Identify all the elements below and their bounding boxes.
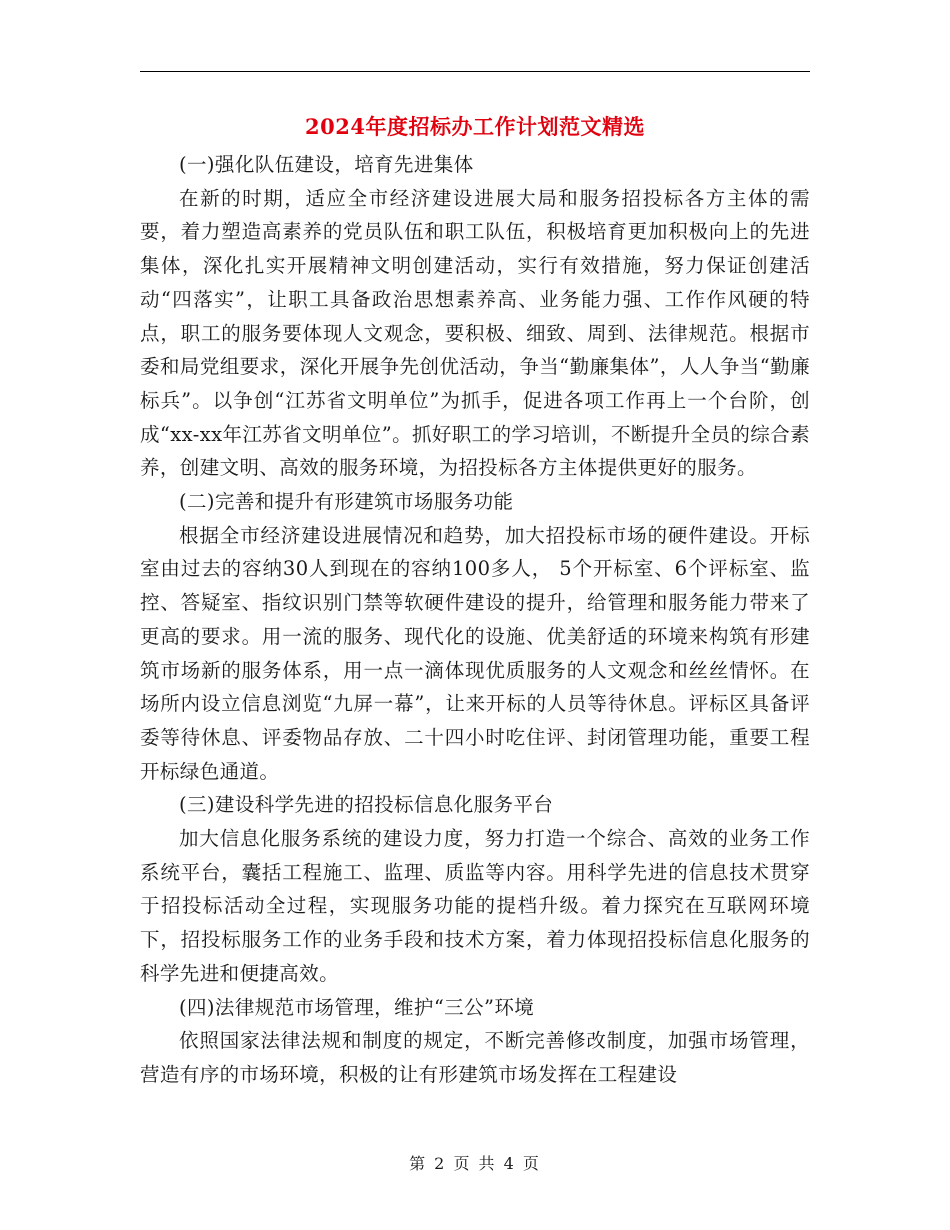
document-title: 2024年度招标办工作计划范文精选 (305, 114, 645, 139)
document-body (140, 148, 810, 1092)
body-paragraph-1: 在新的时期，适应全市经济建设进展大局和服务招投标各方主体的需要，着力塑造高素养的党员队伍和职工队伍，积极培育更加积极向上的先进集体，深化扎实开展精神文明创建活动，实行有效措施，努力保证创建活动“四落实”，让职工具备政治思想素养高、业务能力强、工作作风硬的特点，职工的服务要体现人文观念，要积极、细致、周到、法律规范。根据市委和局党组要求，深化开展争先创优活动，争当“勤廉集体”，人人争当“勤廉标兵”。以争创“江苏省文明单位”为抓手，促进各项工作再上一个台阶，创成“xx-xx年江苏省文明单位”。抓好职工的学习培训，不断提升全员的综合素养，创建文明、高效的服务环境，为招投标各方主体提供更好的服务。 (140, 186, 810, 480)
body-paragraph-3: 加大信息化服务系统的建设力度，努力打造一个综合、高效的业务工作系统平台，囊括工程施工、监理、质监等内容。用科学先进的信息技术贯穿于招投标活动全过程，实现服务功能的提档升级。着力探究在互联网环境下，招投标服务工作的业务手段和技术方案，着力体现招投标信息化服务的科学先进和便捷高效。 (140, 827, 810, 985)
section-heading-3: (三)建设科学先进的招投标信息化服务平台 (179, 793, 554, 817)
section-heading-2: (二)完善和提升有形建筑市场服务功能 (179, 490, 514, 514)
body-paragraph-2: 根据全市经济建设进展情况和趋势，加大招投标市场的硬件建设。开标室由过去的容纳30人到现在的容纳100多人， 5个开标室、6个评标室、监控、答疑室、指纹识别门禁等软硬件建设的提升，给管理和服务能力带来了更高的要求。用一流的服务、现代化的设施、优美舒适的环境来构筑有形建筑市场新的服务体系，用一点一滴体现优质服务的人文观念和丝丝情怀。在场所内设立信息浏览“九屏一幕”，让来开标的人员等待休息。评标区具备评委等待休息、评委物品存放、二十四小时吃住评、封闭管理功能，重要工程开标绿色通道。 (140, 523, 810, 783)
body-paragraph-4: 依照国家法律法规和制度的规定，不断完善修改制度，加强市场管理，营造有序的市场环境，积极的让有形建筑市场发挥在工程建设 (140, 1029, 810, 1086)
page-number-footer: 第 2 页 共 4 页 (409, 1154, 541, 1173)
section-heading-1: (一)强化队伍建设，培育先进集体 (179, 153, 474, 176)
header-rule (140, 71, 810, 72)
section-heading-4: (四)法律规范市场管理，维护“三公”环境 (179, 995, 535, 1019)
